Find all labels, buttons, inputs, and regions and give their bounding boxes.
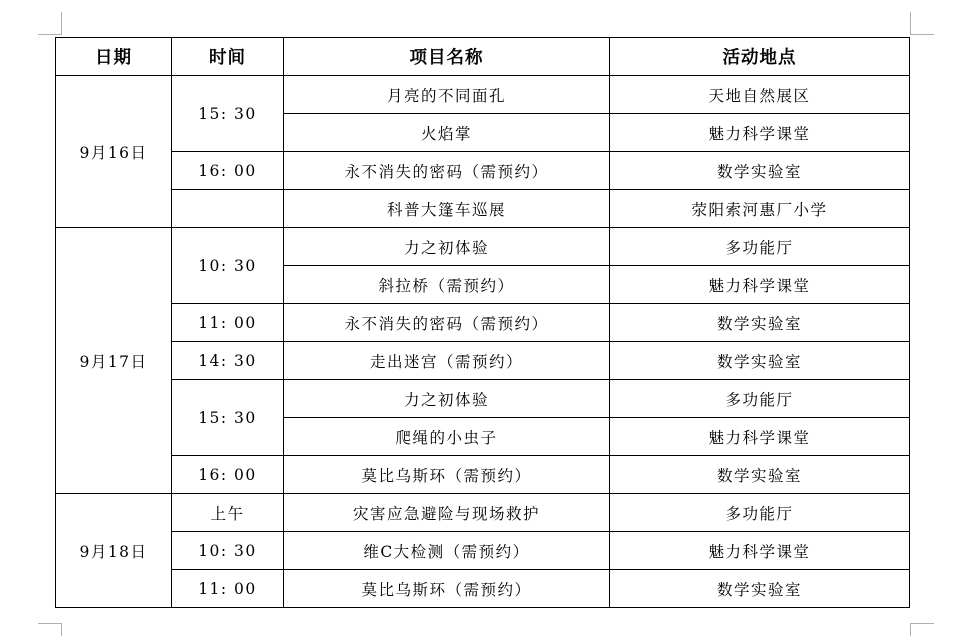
schedule-table xyxy=(55,37,910,608)
date-cell: 9月17日 xyxy=(56,228,172,494)
time-cell: 15: 30 xyxy=(172,76,284,152)
project-cell: 力之初体验 xyxy=(284,380,610,418)
table-row xyxy=(56,456,910,494)
date-cell: 9月16日 xyxy=(56,76,172,228)
table-row xyxy=(56,76,910,114)
crop-mark-top-right-v xyxy=(910,12,911,34)
table-row xyxy=(56,304,910,342)
time-cell: 16: 00 xyxy=(172,456,284,494)
location-cell: 数学实验室 xyxy=(610,456,910,494)
project-cell: 维C大检测（需预约） xyxy=(284,532,610,570)
header-row xyxy=(56,38,910,76)
table-row xyxy=(56,380,910,418)
table-row xyxy=(56,228,910,266)
location-cell: 数学实验室 xyxy=(610,342,910,380)
header-time: 时间 xyxy=(172,38,284,76)
table-row xyxy=(56,152,910,190)
location-cell: 多功能厅 xyxy=(610,380,910,418)
header-date: 日期 xyxy=(56,38,172,76)
time-cell xyxy=(172,190,284,228)
project-cell: 爬绳的小虫子 xyxy=(284,418,610,456)
date-cell: 9月18日 xyxy=(56,494,172,608)
location-cell: 多功能厅 xyxy=(610,494,910,532)
crop-mark-bottom-left-h xyxy=(38,623,62,624)
table-row xyxy=(56,342,910,380)
crop-mark-top-left-v xyxy=(61,12,62,34)
time-cell: 11: 00 xyxy=(172,570,284,608)
project-cell: 力之初体验 xyxy=(284,228,610,266)
time-cell: 10: 30 xyxy=(172,532,284,570)
crop-mark-bottom-right-h xyxy=(910,623,934,624)
crop-mark-top-right-h xyxy=(910,34,934,35)
location-cell: 数学实验室 xyxy=(610,570,910,608)
schedule-body xyxy=(56,76,910,608)
project-cell: 火焰掌 xyxy=(284,114,610,152)
project-cell: 斜拉桥（需预约） xyxy=(284,266,610,304)
project-cell: 莫比乌斯环（需预约） xyxy=(284,570,610,608)
time-cell: 11: 00 xyxy=(172,304,284,342)
table-row xyxy=(56,532,910,570)
location-cell: 数学实验室 xyxy=(610,304,910,342)
project-cell: 月亮的不同面孔 xyxy=(284,76,610,114)
time-cell: 上午 xyxy=(172,494,284,532)
location-cell: 天地自然展区 xyxy=(610,76,910,114)
location-cell: 多功能厅 xyxy=(610,228,910,266)
time-cell: 15: 30 xyxy=(172,380,284,456)
project-cell: 灾害应急避险与现场救护 xyxy=(284,494,610,532)
crop-mark-bottom-left-v xyxy=(61,623,62,636)
project-cell: 永不消失的密码（需预约） xyxy=(284,152,610,190)
time-cell: 14: 30 xyxy=(172,342,284,380)
table-row xyxy=(56,494,910,532)
time-cell: 10: 30 xyxy=(172,228,284,304)
location-cell: 魅力科学课堂 xyxy=(610,114,910,152)
time-cell: 16: 00 xyxy=(172,152,284,190)
header-location: 活动地点 xyxy=(610,38,910,76)
project-cell: 走出迷宫（需预约） xyxy=(284,342,610,380)
project-cell: 科普大篷车巡展 xyxy=(284,190,610,228)
crop-mark-bottom-right-v xyxy=(910,623,911,636)
table-row xyxy=(56,570,910,608)
table-row xyxy=(56,190,910,228)
location-cell: 数学实验室 xyxy=(610,152,910,190)
location-cell: 魅力科学课堂 xyxy=(610,532,910,570)
project-cell: 莫比乌斯环（需预约） xyxy=(284,456,610,494)
header-project: 项目名称 xyxy=(284,38,610,76)
location-cell: 魅力科学课堂 xyxy=(610,418,910,456)
location-cell: 荥阳索河惠厂小学 xyxy=(610,190,910,228)
project-cell: 永不消失的密码（需预约） xyxy=(284,304,610,342)
crop-mark-top-left-h xyxy=(38,34,62,35)
location-cell: 魅力科学课堂 xyxy=(610,266,910,304)
